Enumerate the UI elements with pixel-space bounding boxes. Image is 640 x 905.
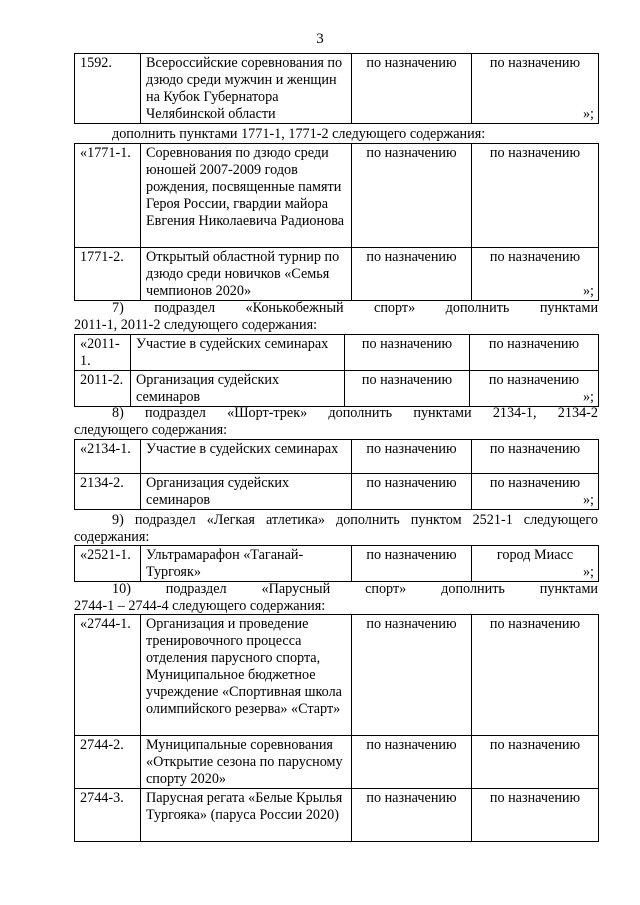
item-number: «2744-1. (75, 615, 141, 736)
word: спорт» (374, 300, 416, 316)
item-number: 1771-2. (75, 248, 141, 301)
event-dates: по назначению (352, 615, 472, 736)
word: пунктами (539, 581, 599, 597)
event-name: Ультрамарафон «Таганай-Тургояк» (141, 546, 352, 582)
paragraph-line: 9) подраздел «Легкая атлетика» дополнить пунктом 2521-1 следующего (112, 512, 598, 528)
table-row (75, 371, 599, 407)
table-2134 (74, 439, 599, 510)
table-row (75, 440, 599, 474)
place-text: по назначению (488, 372, 580, 388)
event-place (472, 248, 599, 301)
event-place: по назначению (470, 335, 599, 371)
word: 8) подраздел (112, 405, 206, 421)
event-dates: по назначению (352, 248, 472, 301)
paragraph-line (74, 300, 598, 317)
word: пунктами (539, 300, 599, 316)
table-row (75, 736, 599, 789)
item-number: 2744-2. (75, 736, 141, 789)
table-1592 (74, 53, 599, 124)
event-name: Участие в судейских семинарах (131, 335, 345, 371)
event-dates: по назначению (352, 54, 472, 124)
event-dates: по назначению (352, 736, 472, 789)
closing-quote: »; (582, 106, 594, 122)
item-number: 2134-2. (75, 474, 141, 510)
event-place (472, 546, 599, 582)
event-name: Парусная регата «Белые Крылья Тургояка» (паруса России 2020) (141, 789, 352, 842)
word: спорт» (365, 581, 407, 597)
place-text: по назначению (489, 55, 581, 71)
paragraph-2744 (74, 581, 598, 615)
closing-quote: »; (582, 389, 594, 405)
event-dates: по назначению (345, 335, 470, 371)
paragraph-line: 2011-1, 2011-2 следующего содержания: (74, 317, 318, 333)
word: «Парусный (261, 581, 331, 597)
closing-quote: »; (582, 492, 594, 508)
event-name: Организация судейских семинаров (131, 371, 345, 407)
paragraph-text: дополнить пунктами 1771-1, 1771-2 следующего содержания: (112, 126, 486, 142)
event-place (470, 371, 599, 407)
paragraph-2134 (74, 405, 598, 439)
table-row (75, 54, 599, 124)
paragraph-line: содержания: (74, 529, 150, 545)
event-dates: по назначению (352, 144, 472, 248)
event-place (472, 54, 599, 124)
word: «Шорт-трек» (227, 405, 308, 421)
paragraph-2521 (74, 512, 598, 546)
table-row (75, 248, 599, 301)
item-number: «2134-1. (75, 440, 141, 474)
event-place: по назначению (472, 789, 599, 842)
item-number: «1771-1. (75, 144, 141, 248)
event-name: Всероссийские соревнования по дзюдо среди мужчин и женщин на Кубок Губернатора Челябинской области (141, 54, 352, 124)
table-row (75, 474, 599, 510)
table-2521 (74, 545, 599, 582)
table-row (75, 335, 599, 371)
table-row (75, 546, 599, 582)
event-dates: по назначению (352, 440, 472, 474)
page-number: 3 (316, 31, 324, 47)
table-1771 (74, 143, 599, 301)
closing-quote: »; (582, 283, 594, 299)
table-2011 (74, 334, 599, 407)
event-name: Муниципальные соревнования «Открытие сезона по парусному спорту 2020» (141, 736, 352, 789)
event-name: Организация и проведение тренировочного процесса отделения парусного спорта, Муниципальное бюджетное учреждение «Спортивная школа олимпийского резерва» «Старт» (141, 615, 352, 736)
event-dates: по назначению (352, 474, 472, 510)
event-place (472, 474, 599, 510)
table-row (75, 615, 599, 736)
event-dates: по назначению (352, 789, 472, 842)
word: «Конькобежный (245, 300, 344, 316)
table-row (75, 789, 599, 842)
table-row (75, 144, 599, 248)
event-place: по назначению (472, 615, 599, 736)
place-text: город Миасс (496, 547, 574, 563)
item-number: 2011-2. (75, 371, 131, 407)
closing-quote: »; (582, 564, 594, 580)
event-name: Открытый областной турнир по дзюдо среди новичков «Семья чемпионов 2020» (141, 248, 352, 301)
place-text: по назначению (489, 249, 581, 265)
word: 10) подраздел (112, 581, 227, 597)
word: 7) подраздел (112, 300, 216, 316)
event-dates: по назначению (345, 371, 470, 407)
paragraph-line (74, 581, 598, 598)
table-2744 (74, 614, 599, 842)
word: 2134-2 (557, 405, 598, 421)
paragraph-line (74, 405, 598, 422)
event-place: по назначению (472, 736, 599, 789)
event-dates: по назначению (352, 546, 472, 582)
place-text: по назначению (489, 475, 581, 491)
paragraph-line: следующего содержания: (74, 422, 228, 438)
paragraph-line: 2744-1 – 2744-4 следующего содержания: (74, 598, 326, 614)
item-number: «2011-1. (75, 335, 131, 371)
paragraph-1771 (74, 126, 598, 143)
word: пунктами (413, 405, 472, 421)
item-number: 2744-3. (75, 789, 141, 842)
word: дополнить (328, 405, 393, 421)
event-place: по назначению (472, 144, 599, 248)
paragraph-2011 (74, 300, 598, 334)
word: 2134-1, (492, 405, 537, 421)
word: дополнить (441, 581, 505, 597)
word: дополнить (445, 300, 510, 316)
event-name: Организация судейских семинаров (141, 474, 352, 510)
item-number: 1592. (75, 54, 141, 124)
event-name: Участие в судейских семинарах (141, 440, 352, 474)
item-number: «2521-1. (75, 546, 141, 582)
event-name: Соревнования по дзюдо среди юношей 2007-2009 годов рождения, посвященные памяти Героя России, гвардии майора Евгения Николаевича Радионова (141, 144, 352, 248)
event-place: по назначению (472, 440, 599, 474)
